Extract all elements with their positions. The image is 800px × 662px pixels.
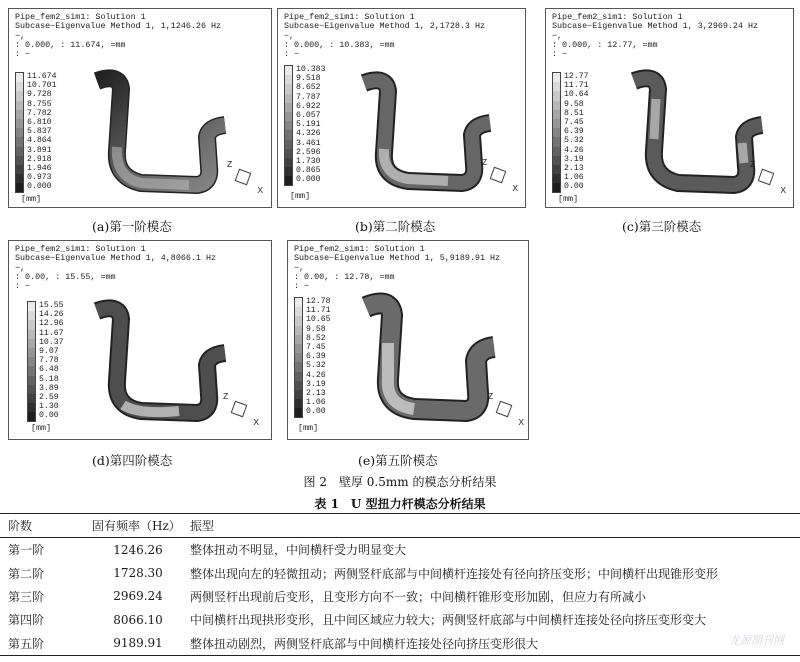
scale-tick-label: 5.32 bbox=[564, 136, 584, 146]
scale-tick-label: 8.51 bbox=[564, 108, 584, 118]
scale-color-segment bbox=[16, 137, 23, 146]
scale-tick-label: 15.55 bbox=[39, 301, 64, 310]
scale-tick-label: 2.918 bbox=[27, 154, 52, 164]
scale-tick-label: 0.865 bbox=[296, 166, 321, 176]
panel-c-ticks bbox=[564, 72, 589, 193]
panel-b-scale-bar bbox=[284, 65, 293, 186]
scale-tick-label: 0.00 bbox=[39, 411, 59, 421]
panel-a-color-scale bbox=[15, 72, 56, 193]
caption-c: (c)第三阶模态 bbox=[622, 219, 702, 234]
table-row bbox=[0, 608, 800, 631]
table-row bbox=[0, 538, 800, 562]
scale-color-segment bbox=[295, 326, 302, 335]
scale-tick-label: 12.96 bbox=[39, 319, 64, 329]
panel-d-scale-bar bbox=[27, 301, 36, 422]
scale-tick-label: 7.45 bbox=[306, 343, 326, 353]
panel-d-ticks bbox=[39, 301, 64, 422]
caption-b: (b)第二阶模态 bbox=[355, 219, 436, 234]
scale-tick-label: 9.518 bbox=[296, 74, 321, 84]
scale-color-segment bbox=[295, 390, 302, 399]
mode-panel-d bbox=[8, 240, 272, 440]
watermark-logo: 龙源期刊网 bbox=[729, 635, 784, 647]
scale-tick-label: 1.946 bbox=[27, 164, 52, 174]
table-caption: 表 1 U 型扭力杆模态分析结果 bbox=[314, 497, 486, 511]
scale-tick-label: 12.77 bbox=[564, 72, 589, 81]
scale-color-segment bbox=[16, 165, 23, 174]
scale-color-segment bbox=[553, 91, 560, 100]
panel-d-color-scale bbox=[27, 301, 64, 422]
scale-tick-label: 11.71 bbox=[564, 81, 589, 91]
scale-color-segment bbox=[285, 149, 292, 158]
cell-frequency: 1728.30 bbox=[113, 566, 163, 581]
scale-color-segment bbox=[285, 167, 292, 176]
scale-tick-label: 6.48 bbox=[39, 365, 59, 375]
panel-e-ticks bbox=[306, 297, 331, 418]
header-order: 阶数 bbox=[0, 514, 88, 538]
panel-d-header: Pipe_fem2_sim1: Solution 1 Subcase−Eigenvalue Method 1, 4,8066.1 Hz −, : 0.00, : 15.55, =mm : − bbox=[15, 244, 217, 292]
scale-tick-label: 9.728 bbox=[27, 90, 52, 100]
scale-tick-label: 3.89 bbox=[39, 383, 59, 393]
panel-c-unit: [mm] bbox=[558, 194, 579, 204]
scale-color-segment bbox=[295, 344, 302, 353]
panel-a-u-tube-shape bbox=[69, 59, 239, 209]
scale-color-segment bbox=[16, 147, 23, 156]
scale-color-segment bbox=[553, 101, 560, 110]
scale-tick-label: 2.59 bbox=[39, 393, 59, 403]
scale-color-segment bbox=[295, 408, 302, 417]
scale-tick-label: 6.922 bbox=[296, 101, 321, 111]
table-row bbox=[0, 561, 800, 584]
scale-tick-label: 5.191 bbox=[296, 120, 321, 130]
cell-mode-shape: 两侧竖杆出现前后变形，且变形方向不一致；中间横杆锥形变形加剧，但应力有所减小 bbox=[190, 589, 647, 604]
scale-tick-label: 10.383 bbox=[296, 65, 326, 74]
scale-color-segment bbox=[553, 73, 560, 82]
scale-color-segment bbox=[553, 165, 560, 174]
scale-color-segment bbox=[285, 94, 292, 103]
scale-color-segment bbox=[295, 307, 302, 316]
scale-color-segment bbox=[16, 73, 23, 82]
scale-color-segment bbox=[553, 119, 560, 128]
scale-color-segment bbox=[295, 399, 302, 408]
scale-color-segment bbox=[285, 121, 292, 130]
scale-tick-label: 11.674 bbox=[27, 72, 57, 81]
scale-tick-label: 10.64 bbox=[564, 90, 589, 100]
scale-tick-label: 4.864 bbox=[27, 136, 52, 146]
scale-tick-label: 10.37 bbox=[39, 337, 64, 347]
scale-tick-label: 1.06 bbox=[306, 398, 326, 408]
scale-color-segment bbox=[16, 82, 23, 91]
scale-color-segment bbox=[285, 176, 292, 185]
panel-b-color-scale bbox=[284, 65, 325, 186]
mode-panel-c bbox=[545, 8, 794, 208]
scale-color-segment bbox=[285, 158, 292, 167]
scale-color-segment bbox=[295, 372, 302, 381]
scale-tick-label: 1.30 bbox=[39, 402, 59, 412]
scale-color-segment bbox=[16, 174, 23, 183]
scale-tick-label: 1.730 bbox=[296, 157, 321, 167]
panel-b-axis-triad: Z X bbox=[482, 157, 518, 193]
mode-panel-a bbox=[8, 8, 272, 208]
cell-mode-shape: 中间横杆出现拱形变形，且中间区域应力较大；两侧竖杆底部与中间横杆连接处径向挤压变形变大 bbox=[190, 613, 707, 628]
scale-tick-label: 8.652 bbox=[296, 83, 321, 93]
panel-e-header: Pipe_fem2_sim1: Solution 1 Subcase−Eigenvalue Method 1, 5,9189.91 Hz −, : 0.00, : 12.78, =mm : − bbox=[294, 244, 501, 292]
cell-frequency: 9189.91 bbox=[88, 632, 188, 656]
table-header-row bbox=[0, 514, 800, 538]
panel-a-ticks bbox=[27, 72, 56, 193]
scale-tick-label: 4.326 bbox=[296, 129, 321, 139]
cell-frequency: 2969.24 bbox=[113, 589, 163, 604]
panel-c-color-scale bbox=[552, 72, 589, 193]
scale-tick-label: 7.45 bbox=[564, 118, 584, 128]
figure-caption: 图 2 壁厚 0.5mm 的模态分析结果 bbox=[303, 475, 497, 489]
scale-color-segment bbox=[28, 366, 35, 375]
panel-e-color-scale bbox=[294, 297, 331, 418]
scale-tick-label: 6.810 bbox=[27, 118, 52, 128]
header-mode-shape: 振型 bbox=[188, 514, 800, 538]
scale-tick-label: 11.67 bbox=[39, 328, 64, 338]
header-frequency: 固有频率（Hz） bbox=[88, 514, 188, 538]
scale-tick-label: 0.000 bbox=[296, 175, 321, 185]
scale-color-segment bbox=[553, 147, 560, 156]
scale-tick-label: 9.07 bbox=[39, 347, 59, 357]
scale-color-segment bbox=[28, 339, 35, 348]
scale-tick-label: 4.26 bbox=[564, 145, 584, 155]
panel-b-header: Pipe_fem2_sim1: Solution 1 Subcase−Eigenvalue Method 1, 2,1728.3 Hz −, : 0.000, : 10.383, =mm : − bbox=[284, 12, 486, 60]
scale-color-segment bbox=[285, 84, 292, 93]
scale-color-segment bbox=[28, 311, 35, 320]
scale-tick-label: 14.26 bbox=[39, 310, 64, 320]
scale-tick-label: 0.00 bbox=[564, 182, 584, 192]
panel-d-unit: [mm] bbox=[31, 423, 52, 433]
scale-tick-label: 8.755 bbox=[27, 99, 52, 109]
table-row bbox=[0, 585, 800, 608]
panel-b-ticks bbox=[296, 65, 325, 186]
scale-tick-label: 6.057 bbox=[296, 111, 321, 121]
scale-tick-label: 9.58 bbox=[306, 324, 326, 334]
panel-a-header: Pipe_fem2_sim1: Solution 1 Subcase−Eigenvalue Method 1, 1,1246.26 Hz −, : 0.000, : 11.674, =mm : − bbox=[15, 12, 222, 60]
scale-tick-label: 10.701 bbox=[27, 81, 57, 91]
scale-tick-label: 1.06 bbox=[564, 173, 584, 183]
scale-color-segment bbox=[285, 75, 292, 84]
scale-tick-label: 6.39 bbox=[564, 127, 584, 137]
scale-color-segment bbox=[295, 362, 302, 371]
panel-b-unit: [mm] bbox=[290, 191, 311, 201]
panel-e-unit: [mm] bbox=[298, 423, 319, 433]
scale-tick-label: 3.19 bbox=[306, 379, 326, 389]
scale-tick-label: 7.78 bbox=[39, 356, 59, 366]
scale-color-segment bbox=[553, 174, 560, 183]
scale-color-segment bbox=[28, 376, 35, 385]
scale-color-segment bbox=[28, 302, 35, 311]
scale-color-segment bbox=[16, 110, 23, 119]
scale-tick-label: 0.000 bbox=[27, 182, 52, 192]
panel-c-scale-bar bbox=[552, 72, 561, 193]
cell-order: 第三阶 bbox=[8, 589, 45, 604]
caption-e: (e)第五阶模态 bbox=[358, 453, 438, 468]
scale-color-segment bbox=[553, 137, 560, 146]
scale-tick-label: 5.18 bbox=[39, 374, 59, 384]
scale-color-segment bbox=[553, 156, 560, 165]
cell-mode-shape: 整体扭动剧烈，两侧竖杆底部与中间横杆连接处径向挤压变形很大 bbox=[188, 632, 800, 656]
scale-color-segment bbox=[16, 128, 23, 137]
scale-tick-label: 8.52 bbox=[306, 333, 326, 343]
scale-color-segment bbox=[553, 183, 560, 192]
scale-color-segment bbox=[28, 385, 35, 394]
mode-panel-e bbox=[287, 240, 529, 440]
scale-color-segment bbox=[295, 298, 302, 307]
scale-color-segment bbox=[295, 316, 302, 325]
cell-mode-shape: 整体扭动不明显，中间横杆受力明显变大 bbox=[190, 543, 407, 558]
cell-order: 第四阶 bbox=[8, 613, 45, 628]
table-row bbox=[0, 632, 800, 656]
cell-frequency: 1246.26 bbox=[113, 542, 163, 557]
scale-color-segment bbox=[16, 156, 23, 165]
scale-tick-label: 5.32 bbox=[306, 361, 326, 371]
panel-c-axis-triad: Z X bbox=[750, 159, 786, 195]
panel-a-axis-triad: Z X bbox=[227, 159, 263, 195]
scale-color-segment bbox=[28, 320, 35, 329]
scale-tick-label: 3.891 bbox=[27, 145, 52, 155]
scale-tick-label: 5.837 bbox=[27, 127, 52, 137]
panel-e-axis-triad: Z X bbox=[488, 391, 524, 427]
panel-a-unit: [mm] bbox=[21, 194, 42, 204]
scale-color-segment bbox=[28, 403, 35, 412]
scale-color-segment bbox=[285, 140, 292, 149]
cell-mode-shape: 整体出现向左的轻微扭动；两侧竖杆底部与中间横杆连接处有径向挤压变形；中间横杆出现锥形变形 bbox=[190, 566, 719, 581]
scale-tick-label: 3.461 bbox=[296, 138, 321, 148]
scale-tick-label: 2.13 bbox=[564, 164, 584, 174]
panel-a-scale-bar bbox=[15, 72, 24, 193]
scale-color-segment bbox=[28, 394, 35, 403]
scale-color-segment bbox=[28, 348, 35, 357]
scale-color-segment bbox=[553, 128, 560, 137]
scale-color-segment bbox=[295, 353, 302, 362]
mode-panel-b bbox=[277, 8, 526, 208]
scale-color-segment bbox=[16, 101, 23, 110]
scale-tick-label: 2.13 bbox=[306, 389, 326, 399]
panel-d-axis-triad: Z X bbox=[223, 391, 259, 427]
scale-color-segment bbox=[553, 110, 560, 119]
scale-color-segment bbox=[28, 412, 35, 421]
scale-tick-label: 9.58 bbox=[564, 99, 584, 109]
caption-d: (d)第四阶模态 bbox=[92, 453, 173, 468]
scale-tick-label: 3.19 bbox=[564, 154, 584, 164]
scale-color-segment bbox=[285, 66, 292, 75]
scale-color-segment bbox=[16, 91, 23, 100]
scale-color-segment bbox=[16, 183, 23, 192]
scale-tick-label: 6.39 bbox=[306, 352, 326, 362]
scale-color-segment bbox=[28, 357, 35, 366]
cell-order: 第二阶 bbox=[8, 566, 45, 581]
scale-tick-label: 11.71 bbox=[306, 306, 331, 316]
scale-tick-label: 4.26 bbox=[306, 370, 326, 380]
cell-order: 第一阶 bbox=[8, 543, 45, 558]
scale-color-segment bbox=[285, 130, 292, 139]
scale-tick-label: 12.78 bbox=[306, 297, 331, 306]
scale-color-segment bbox=[553, 82, 560, 91]
scale-tick-label: 2.596 bbox=[296, 147, 321, 157]
scale-tick-label: 7.787 bbox=[296, 92, 321, 102]
scale-tick-label: 10.65 bbox=[306, 315, 331, 325]
cell-order: 第五阶 bbox=[0, 632, 88, 656]
scale-color-segment bbox=[285, 112, 292, 121]
scale-color-segment bbox=[285, 103, 292, 112]
caption-a: (a)第一阶模态 bbox=[92, 219, 172, 234]
cell-frequency: 8066.10 bbox=[113, 612, 163, 627]
scale-color-segment bbox=[295, 381, 302, 390]
scale-color-segment bbox=[28, 330, 35, 339]
panel-c-header: Pipe_fem2_sim1: Solution 1 Subcase−Eigenvalue Method 1, 3,2969.24 Hz −, : 0.000, : 12.77, =mm : − bbox=[552, 12, 759, 60]
panel-e-scale-bar bbox=[294, 297, 303, 418]
scale-tick-label: 0.973 bbox=[27, 173, 52, 183]
scale-tick-label: 7.782 bbox=[27, 108, 52, 118]
scale-color-segment bbox=[295, 335, 302, 344]
scale-tick-label: 0.00 bbox=[306, 407, 326, 417]
results-table bbox=[0, 513, 800, 656]
scale-color-segment bbox=[16, 119, 23, 128]
